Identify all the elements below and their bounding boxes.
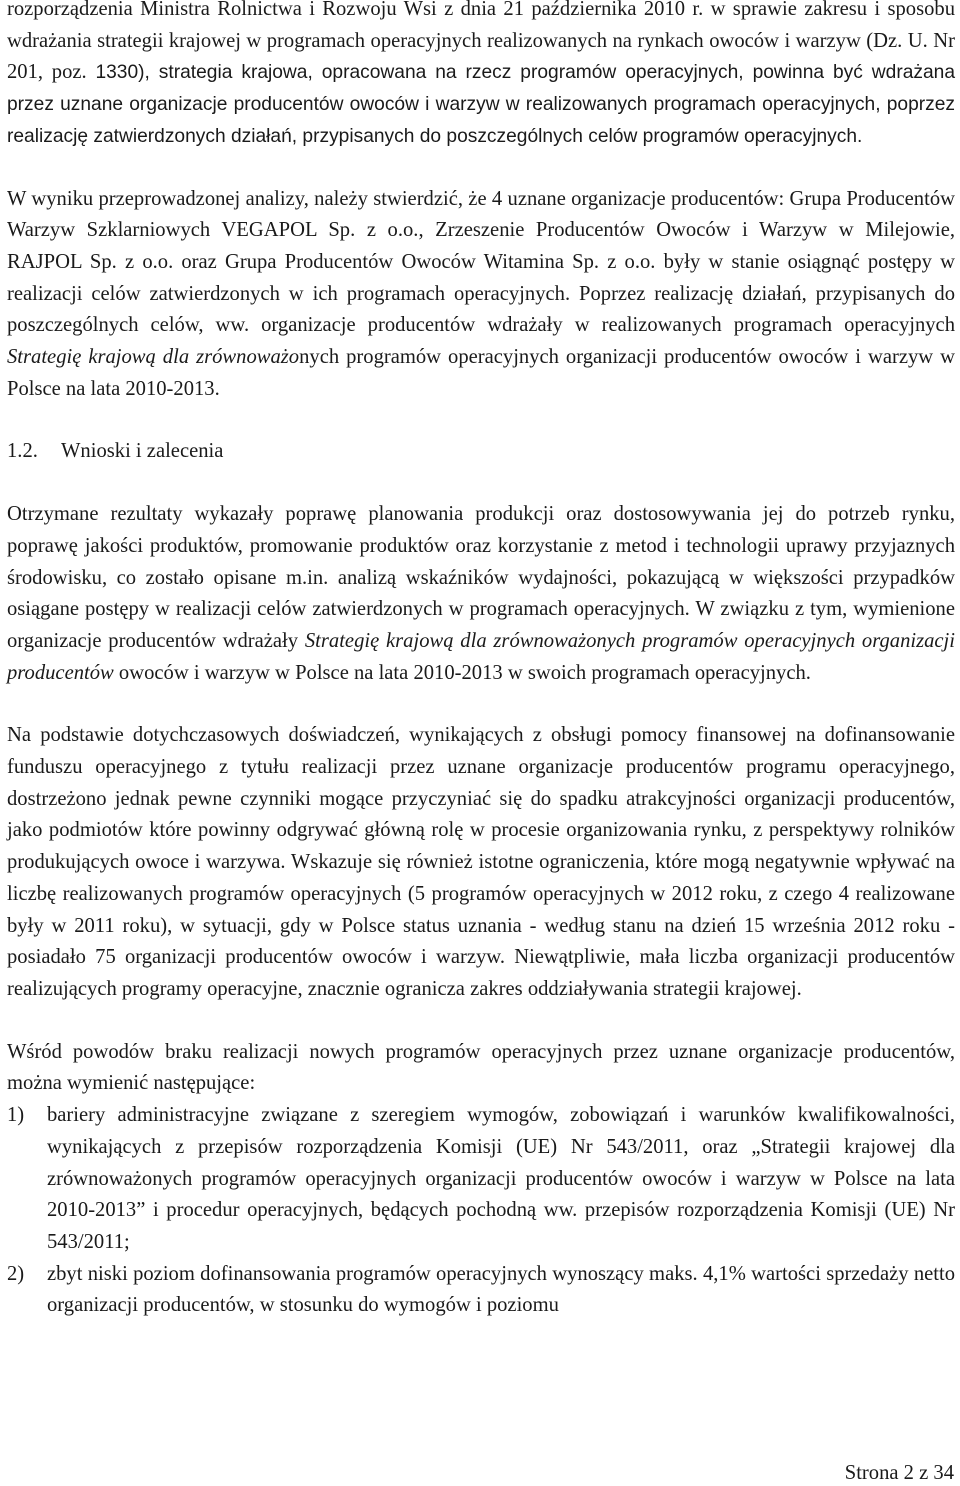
- paragraph-text: Otrzymane rezultaty wykazały poprawę planowania produkcji oraz dostosowywania jej do potrzeb rynku, poprawę jakości produktów, promowanie produktów oraz korzystanie z metod i technologii uprawy przyjaznych środowisku, co zostało opisane m.in. analizą wskaźników wydajności, pokazującą w większości przypadków osiągane postępy w realizacji celów zatwierdzonych w programach operacyjnych. W związku z tym, wymienione organizacje producentów wdrażały: [7, 503, 955, 652]
- list-item: [7, 1259, 955, 1322]
- paragraph-text: owoców i warzyw w Polsce na lata 2010-2013 w swoich programach operacyjnych.: [113, 661, 811, 684]
- paragraph-text: nych programów operacyjnych organizacji producentów owoców i warzyw w Polsce na lata 2010-2013.: [7, 346, 955, 400]
- paragraph-text: W wyniku przeprowadzonej analizy, należy stwierdzić, że 4 uznane organizacje producentów: Grupa Producentów Warzyw Szklarniowych VEGAPOL Sp. z o.o., Zrzeszenie Producentów Owoców i Warzyw w Milejowie, RAJPOL Sp. z o.o. oraz Grupa Producentów Owoców Witamina Sp. z o.o. były w stanie osiągnąć postępy w realizacji celów zatwierdzonych w ich programach operacyjnych. Poprzez realizację działań, przypisanych do poszczególnych celów, ww. organizacje producentów wdrażały w realizowanych programach operacyjnych: [7, 187, 955, 337]
- list-marker: 2): [7, 1262, 25, 1285]
- list-item-text: zbyt niski poziom dofinansowania programów operacyjnych wynoszący maks. 4,1% wartości sprzedaży netto organizacji producentów, w stosunku do wymogów i poziomu: [47, 1262, 955, 1317]
- paragraph-text: 1330), strategia krajowa, opracowana na rzecz programów operacyjnych, powinna być wdrażana przez uznane organizacje producentów owoców i warzyw w realizowanych programach operacyjnych, poprzez realizację zatwierdzonych działań, przypisanych do poszczególnych celów programów operacyjnych.: [7, 62, 955, 147]
- paragraph-experience: Na podstawie dotychczasowych doświadczeń, wynikających z obsługi pomocy finansowej na dofinansowanie funduszu operacyjnego z tytułu realizacji przez uznane organizacje producentów programu operacyjnego, dostrzeżono jednak pewne czynniki mogące przyczyniać się do spadku atrakcyjności organizacji producentów, jako podmiotów które powinny odgrywać główną rolę w procesie organizowania rynku, z perspektywy rolników produkujących owoce i warzywa. Wskazuje się również istotne ograniczenia, które mogą negatywnie wpływać na liczbę realizowanych programów operacyjnych (5 programów operacyjnych w 2012 roku, z czego 4 realizowane były w 2011 roku), w sytuacji, gdy w Polsce status uznania - według stanu na dzień 15 września 2012 roku - posiadało 75 organizacji producentów owoców i warzyw. Niewątpliwie, mała liczba organizacji producentów realizujących programy operacyjne, znacznie ogranicza zakres oddziaływania strategii krajowej.: [7, 724, 955, 1000]
- document-page: [7, 0, 955, 1322]
- paragraph-strategy-intro: [7, 0, 955, 153]
- page-number: Strona 2 z 34: [844, 1462, 954, 1484]
- paragraph-conclusions: [7, 499, 955, 689]
- paragraph-text: rozporządzenia Ministra Rolnictwa i Rozwoju Wsi z dnia 21 października 2010 r. w sprawie zakresu i sposobu wdrażania strategii krajowej w programach operacyjnych realizowanych na rynkach owoców i warzyw (Dz. U. Nr 201, poz.: [7, 0, 955, 84]
- list-item-text: bariery administracyjne związane z szeregiem wymogów, zobowiązań i warunków kwalifikowalności, wynikających z przepisów rozporządzenia Komisji (UE) Nr 543/2011, oraz „Strategii krajowej dla zrównoważonych programów operacyjnych organizacji producentów owoców i warzyw w Polsce na lata 2010-2013” i procedur operacyjnych, będących pochodną ww. przepisów rozporządzenia Komisji (UE) Nr 543/2011;: [47, 1104, 955, 1253]
- strategy-title-italic: Strategię krajową dla zrównoważonych programów operacyjnych organizacji producentów: [7, 629, 955, 684]
- section-heading: [7, 436, 955, 468]
- list-item: [7, 1100, 955, 1259]
- paragraph-reasons-intro: Wśród powodów braku realizacji nowych programów operacyjnych przez uznane organizacje producentów, można wymienić następujące:: [7, 1040, 955, 1095]
- paragraph-analysis-results: [7, 184, 955, 406]
- section-title: Wnioski i zalecenia: [61, 440, 224, 463]
- strategy-title-italic: Strategię krajową dla zrównoważo: [7, 346, 300, 369]
- section-number: 1.2.: [7, 440, 38, 463]
- list-marker: 1): [7, 1104, 25, 1127]
- reasons-list: [7, 1100, 955, 1322]
